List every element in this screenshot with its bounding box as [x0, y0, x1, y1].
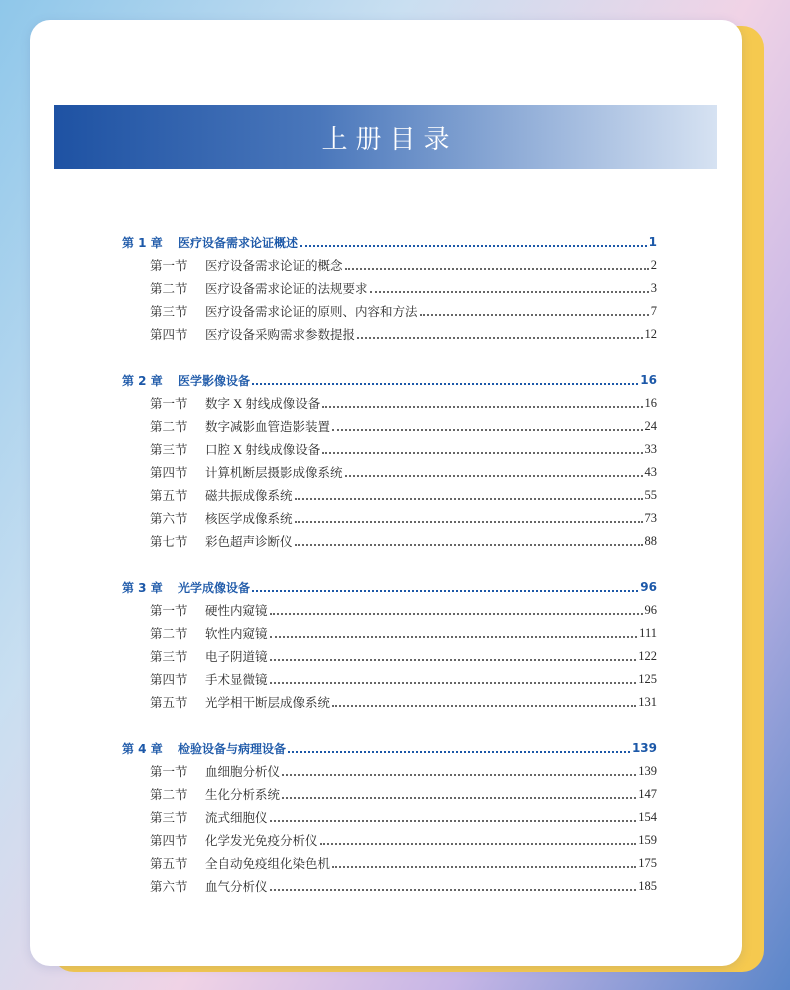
section-title: 医疗设备需求论证的法规要求	[205, 282, 368, 296]
page-number: 154	[638, 809, 657, 824]
section-title: 全自动免疫组化染色机	[205, 857, 331, 871]
dot-leader	[282, 773, 636, 776]
chapter-title: 医疗设备需求论证概述	[178, 235, 299, 250]
toc-section-entry[interactable]	[150, 255, 657, 275]
dot-leader	[270, 819, 637, 822]
page-number: 159	[638, 832, 657, 847]
section-number: 第二节	[150, 627, 188, 641]
page-number: 43	[644, 464, 657, 479]
page-number: 139	[631, 741, 657, 755]
dot-leader	[295, 520, 643, 523]
toc-section-entry[interactable]	[150, 508, 657, 528]
page-number: 88	[644, 533, 657, 548]
section-number: 第二节	[150, 788, 188, 802]
section-title: 医疗设备采购需求参数提报	[205, 328, 356, 342]
toc-section-entry[interactable]	[150, 761, 657, 781]
dot-leader	[345, 267, 649, 270]
dot-leader	[420, 313, 649, 316]
toc-section-entry[interactable]	[150, 416, 657, 436]
dot-leader	[288, 750, 630, 753]
page-number: 139	[638, 763, 657, 778]
dot-leader	[332, 428, 642, 431]
dot-leader	[300, 244, 647, 247]
section-number: 第六节	[150, 880, 188, 894]
section-number: 第一节	[150, 397, 188, 411]
dot-leader	[270, 888, 637, 891]
section-number: 第二节	[150, 282, 188, 296]
toc-section-entry[interactable]	[150, 784, 657, 804]
section-number: 第三节	[150, 811, 188, 825]
toc-section-entry[interactable]	[150, 324, 657, 344]
page-number: 2	[650, 257, 657, 272]
page-number: 1	[648, 235, 657, 249]
page-number: 24	[644, 418, 657, 433]
toc-chapter-entry[interactable]	[122, 577, 657, 597]
toc-section-entry[interactable]	[150, 278, 657, 298]
section-title: 磁共振成像系统	[205, 489, 293, 503]
section-title: 化学发光免疫分析仪	[205, 834, 318, 848]
dot-leader	[332, 704, 636, 707]
section-number: 第五节	[150, 489, 188, 503]
toc-chapter-entry[interactable]	[122, 232, 657, 252]
page-number: 147	[638, 786, 657, 801]
toc-section-entry[interactable]	[150, 301, 657, 321]
toc-section-entry[interactable]	[150, 853, 657, 873]
toc-card	[30, 20, 742, 966]
section-number: 第一节	[150, 765, 188, 779]
page-number: 96	[644, 602, 657, 617]
chapter-title: 医学影像设备	[178, 373, 251, 388]
page-number: 16	[644, 395, 657, 410]
section-title: 核医学成像系统	[205, 512, 293, 526]
section-title: 手术显微镜	[205, 673, 268, 687]
chapter-title: 光学成像设备	[178, 580, 251, 595]
dot-leader	[345, 474, 643, 477]
section-number: 第一节	[150, 604, 188, 618]
dot-leader	[270, 658, 637, 661]
section-title: 数字 X 射线成像设备	[205, 397, 321, 411]
toc-section-entry[interactable]	[150, 646, 657, 666]
dot-leader	[322, 451, 642, 454]
section-title: 医疗设备需求论证的原则、内容和方法	[205, 305, 418, 319]
page-number: 125	[638, 671, 657, 686]
section-number: 第七节	[150, 535, 188, 549]
toc-section-entry[interactable]	[150, 807, 657, 827]
toc-section-entry[interactable]	[150, 623, 657, 643]
toc-section-entry[interactable]	[150, 393, 657, 413]
section-number: 第五节	[150, 857, 188, 871]
toc-section-entry[interactable]	[150, 692, 657, 712]
section-title: 数字减影血管造影装置	[205, 420, 331, 434]
section-title: 口腔 X 射线成像设备	[205, 443, 321, 457]
dot-leader	[252, 382, 638, 385]
dot-leader	[270, 635, 638, 638]
dot-leader	[357, 336, 642, 339]
section-number: 第四节	[150, 328, 188, 342]
section-number: 第二节	[150, 420, 188, 434]
section-title: 生化分析系统	[205, 788, 281, 802]
page-number: 96	[640, 580, 657, 594]
toc-chapter-entry[interactable]	[122, 370, 657, 390]
dot-leader	[320, 842, 637, 845]
section-title: 电子阴道镜	[205, 650, 268, 664]
dot-leader	[252, 589, 638, 592]
dot-leader	[295, 543, 643, 546]
section-title: 软性内窥镜	[205, 627, 268, 641]
section-number: 第四节	[150, 466, 188, 480]
dot-leader	[282, 796, 636, 799]
section-number: 第三节	[150, 650, 188, 664]
section-number: 第四节	[150, 673, 188, 687]
section-title: 流式细胞仪	[205, 811, 268, 825]
chapter-number: 第 3 章	[122, 580, 163, 595]
toc-chapter-entry[interactable]	[122, 738, 657, 758]
page-number: 16	[640, 373, 657, 387]
section-title: 硬性内窥镜	[205, 604, 268, 618]
chapter-number: 第 1 章	[122, 235, 163, 250]
section-number: 第一节	[150, 259, 188, 273]
toc-section-entry[interactable]	[150, 600, 657, 620]
page-number: 131	[638, 694, 657, 709]
toc-section-entry[interactable]	[150, 462, 657, 482]
section-title: 血气分析仪	[205, 880, 268, 894]
section-title: 光学相干断层成像系统	[205, 696, 331, 710]
table-of-contents	[30, 20, 742, 966]
page-number: 12	[644, 326, 657, 341]
chapter-number: 第 4 章	[122, 741, 163, 756]
page-number: 55	[644, 487, 657, 502]
chapter-number: 第 2 章	[122, 373, 163, 388]
section-title: 血细胞分析仪	[205, 765, 281, 779]
page-number: 7	[650, 303, 657, 318]
toc-section-entry[interactable]	[150, 439, 657, 459]
page-number: 3	[650, 280, 657, 295]
page-number: 73	[644, 510, 657, 525]
dot-leader	[322, 405, 642, 408]
toc-section-entry[interactable]	[150, 531, 657, 551]
chapter-title: 检验设备与病理设备	[178, 741, 287, 756]
dot-leader	[295, 497, 643, 500]
section-number: 第六节	[150, 512, 188, 526]
page-number: 122	[638, 648, 657, 663]
section-number: 第三节	[150, 305, 188, 319]
dot-leader	[270, 612, 643, 615]
section-title: 彩色超声诊断仪	[205, 535, 293, 549]
toc-section-entry[interactable]	[150, 830, 657, 850]
toc-section-entry[interactable]	[150, 485, 657, 505]
dot-leader	[270, 681, 637, 684]
section-title: 计算机断层摄影成像系统	[205, 466, 343, 480]
page-title: 上册目录	[321, 124, 458, 155]
section-number: 第四节	[150, 834, 188, 848]
section-title: 医疗设备需求论证的概念	[205, 259, 343, 273]
section-number: 第五节	[150, 696, 188, 710]
page-number: 111	[639, 625, 657, 640]
page-number: 33	[644, 441, 657, 456]
dot-leader	[332, 865, 636, 868]
toc-section-entry[interactable]	[150, 876, 657, 896]
toc-section-entry[interactable]	[150, 669, 657, 689]
dot-leader	[370, 290, 649, 293]
page-number: 175	[638, 855, 657, 870]
section-number: 第三节	[150, 443, 188, 457]
page-number: 185	[638, 878, 657, 893]
